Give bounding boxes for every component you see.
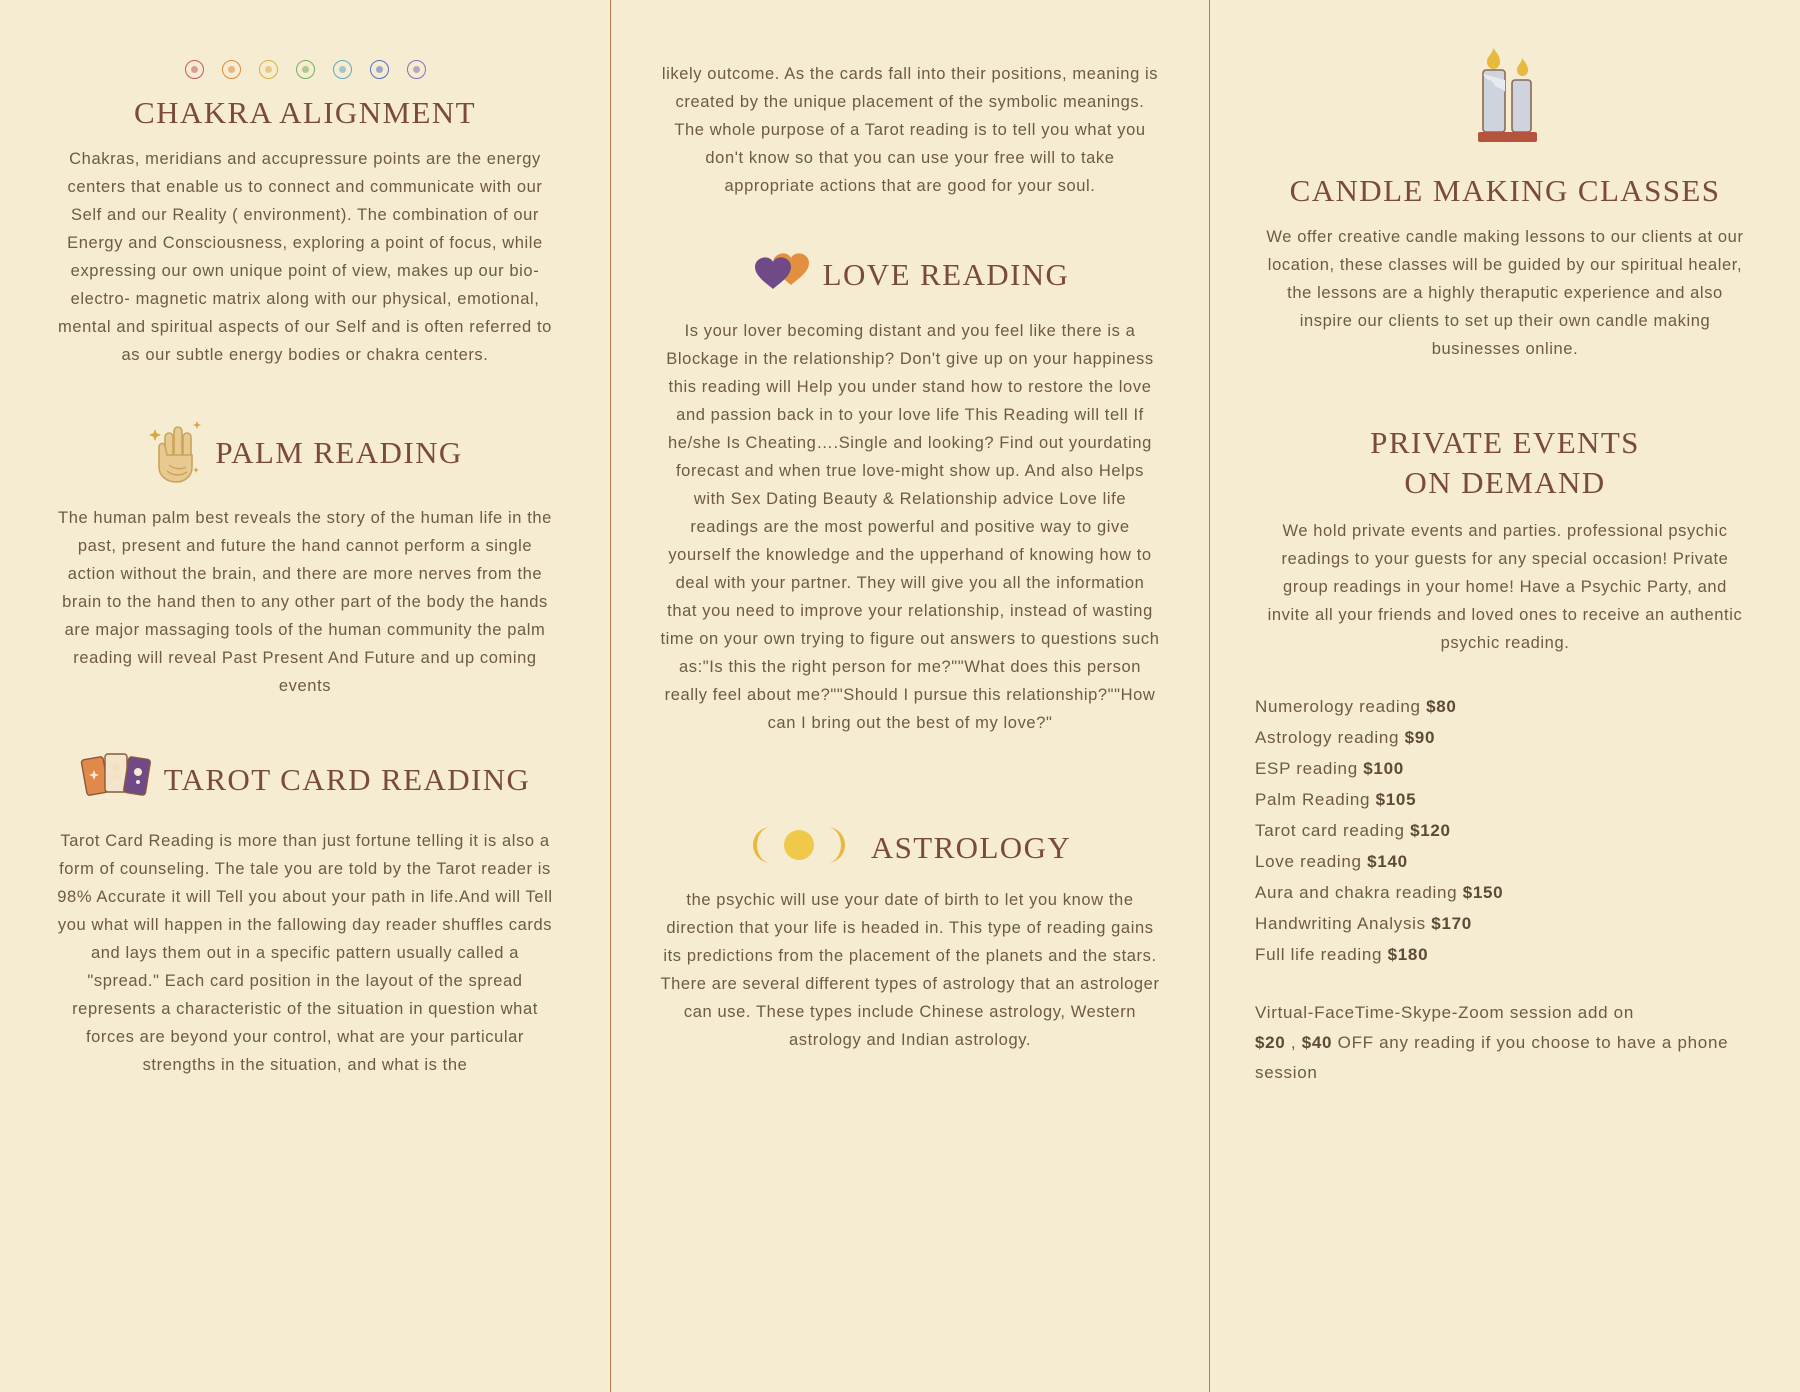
chakra-dot-solar [259,60,278,79]
price-row [1255,784,1755,815]
price-label: Tarot card reading [1255,821,1405,840]
price-amount: $140 [1367,852,1408,871]
palm-reading-heading-row [24,415,586,490]
price-amount: $150 [1462,883,1504,902]
chakra-dot-heart [296,60,315,79]
love-reading-body: Is your lover becoming distant and you feel like there is a Blockage in the relationship? Don't give up on your happiness this reading will Help you under stand how to restore the love and passion back in to your love life This Reading will tell If he/she Is Cheating….Single and looking? Find out yourdating forecast and when true love-might show up. And also Helps with Sex Dating Beauty & Relationship advice Love life readings are the most powerful and positive way to give yourself the knowledge and the upperhand of knowing how to deal with your partner. They will give you all the information that you need to improve your relationship, instead of wasting time on your own trying to figure out answers to questions such as:"Is this the right person for me?""What does this person really feel about me?""Should I pursue this relationship?""How can I bring out the best of my love?" [660,322,1160,732]
note-separator: , [1285,1033,1302,1052]
price-row [1255,908,1755,939]
price-row [1255,815,1755,846]
tarot-reading-heading-row [24,746,586,813]
palm-reading-title: PALM READING [215,434,463,470]
tarot-cards-icon [80,746,154,813]
section-private-events [1234,423,1776,657]
price-amount: $170 [1431,914,1472,933]
chakra-dot-root [185,60,204,79]
price-label: Handwriting Analysis [1255,914,1426,933]
tarot-continuation-body: likely outcome. As the cards fall into their positions, meaning is created by the unique placement of the symbolic meanings. The whole purpose of a Tarot reading is to tell you what you don't know so that you can use your free will to take appropriate actions that are good for your soul. [661,65,1159,195]
palm-hand-icon [147,415,205,490]
section-tarot-card-reading [24,746,586,1079]
private-events-title-line1: PRIVATE EVENTS [1370,425,1640,460]
note-part1: Virtual-FaceTime-Skype-Zoom session add on [1255,1003,1634,1022]
price-row [1255,877,1755,908]
section-candle-making-classes [1234,173,1776,363]
price-label: Aura and chakra reading [1255,883,1458,902]
astrology-title: ASTROLOGY [870,829,1072,865]
price-row [1255,939,1755,970]
price-label: Numerology reading [1255,697,1421,716]
right-panel [1210,0,1800,1392]
section-chakra-alignment [24,95,586,369]
candle-making-body: We offer creative candle making lessons to our clients at our location, these classes will be guided by our spiritual healer, the lessons are a highly theraputic experience and also inspire our clients to set up their own candle making businesses online. [1266,228,1744,358]
price-list [1255,691,1755,970]
virtual-session-note [1255,998,1755,1088]
price-label: ESP reading [1255,759,1358,778]
left-panel [0,0,610,1392]
price-row [1255,846,1755,877]
private-events-body: We hold private events and parties. professional psychic readings to your guests for any special occasion! Private group readings in your home! Have a Psychic Party, and invite all your friends and loved ones to receive an authentic psychic reading. [1267,522,1743,652]
love-reading-title: LOVE READING [822,256,1070,292]
price-amount: $105 [1375,790,1417,809]
tarot-reading-body: Tarot Card Reading is more than just fortune telling it is also a form of counseling. The tale you are told by the Tarot reader is 98% Accurate it will Tell you about your path in life.And will Tell you what will happen in the fallowing day reader shuffles cards and lays them out in a specific pattern usually called a "spread." Each card position in the layout of the spread represents a characteristic of the situation in question what forces are beyond your control, what are your particular strengths in the situation, and what is the [57,832,553,1074]
two-hearts-icon [751,246,813,303]
astrology-heading-row [635,823,1185,872]
price-amount: $80 [1426,697,1457,716]
private-events-title-line2: ON DEMAND [1404,465,1606,500]
price-label: Astrology reading [1255,728,1400,747]
price-amount: $90 [1404,728,1436,747]
price-row [1255,691,1755,722]
price-label: Full life reading [1255,945,1383,964]
price-label: Palm Reading [1255,790,1371,809]
palm-reading-body: The human palm best reveals the story of the human life in the past, present and future the hand cannot perform a single action without the brain, and there are more nerves from the brain to the hand then to any other part of the body the hands are major massaging tools of the human community the palm reading will reveal Past Present And Future and up coming events [58,509,552,695]
chakra-alignment-title: CHAKRA ALIGNMENT [134,95,476,130]
chakra-dot-crown [407,60,426,79]
price-row [1255,753,1755,784]
section-palm-reading [24,415,586,700]
note-amount1: $20 [1255,1033,1286,1052]
love-reading-heading-row [635,246,1185,303]
note-amount2: $40 [1301,1033,1333,1052]
price-amount: $180 [1387,945,1429,964]
middle-panel [610,0,1210,1392]
price-row [1255,722,1755,753]
chakra-dot-sacral [222,60,241,79]
note-part2: OFF any reading if you choose to have a phone session [1255,1033,1729,1082]
chakra-alignment-body: Chakras, meridians and accupressure points are the energy centers that enable us to connect and communicate with our Self and our Reality ( environment). The combination of our Energy and Consciousness, exploring a point of focus, while expressing our own unique point of view, makes up our bio-electro- magnetic matrix along with our physical, emotional, mental and spiritual aspects of our Self and is often referred to as our subtle energy bodies or chakra centers. [58,150,552,364]
price-amount: $120 [1410,821,1451,840]
candles-icon [1234,40,1776,155]
section-astrology [635,823,1185,1054]
astrology-body: the psychic will use your date of birth to let you know the direction that your life is headed in. This type of reading gains its predictions from the placement of the planets and the stars. There are several different types of astrology that an astrologer can use. These types include Chinese astrology, Western astrology and Indian astrology. [660,891,1160,1049]
section-love-reading [635,246,1185,737]
chakra-dot-third-eye [370,60,389,79]
candle-making-title: CANDLE MAKING CLASSES [1289,173,1721,208]
tarot-reading-title: TAROT CARD READING [163,761,531,797]
price-amount: $100 [1363,759,1404,778]
chakra-dot-throat [333,60,352,79]
chakra-symbols-icon [24,60,586,79]
moon-phases-icon [749,823,849,872]
price-label: Love reading [1255,852,1362,871]
